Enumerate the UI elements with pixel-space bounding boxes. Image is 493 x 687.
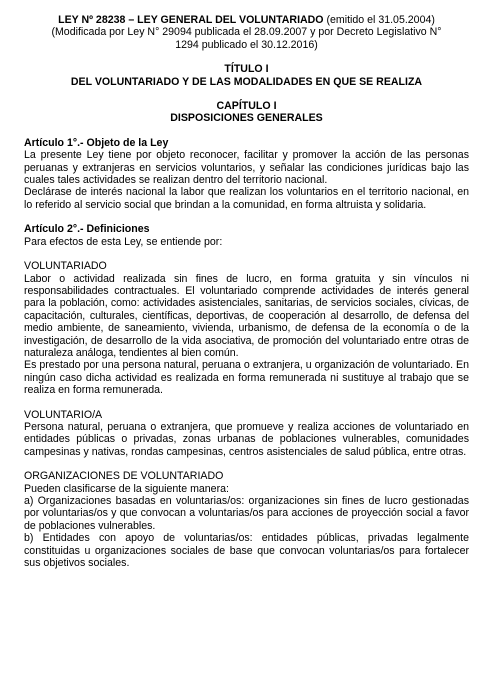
article-1 xyxy=(24,137,469,211)
organizaciones-item-b: b) Entidades con apoyo de voluntarias/os: entidades públicas, privadas legalmente constituidas u organizaciones sociales de base que convocan voluntarias/os para fortalecer sus objetivos sociales. xyxy=(24,532,469,570)
term-organizaciones: ORGANIZACIONES DE VOLUNTARIADO xyxy=(24,470,224,483)
term-voluntario: VOLUNTARIO/A xyxy=(24,408,103,421)
document-header xyxy=(24,14,469,51)
modification-note-2: 1294 publicado el 30.12.2016) xyxy=(175,38,318,51)
capitulo-name: DISPOSICIONES GENERALES xyxy=(170,112,323,125)
voluntariado-paragraph-1: Labor o actividad realizada sin fines de lucro, en forma gratuita y sin vínculos ni responsabilidades contractuales. El voluntariado comprende actividades de interés general para la población, como: actividades asistenciales, sanitarias, de servicios sociales, cívicas, de capacitación, culturales, científicas, deportivas, de cooperación al desarrollo, de defensa del medio ambiente, de saneamiento, vivienda, urbanismo, de defensa de la economía o de la investigación, de desarrollo de la vida asociativa, de promoción del voluntariado entre otras de naturaleza análoga, tendientes al bien común. xyxy=(24,272,469,359)
organizaciones-item-a: a) Organizaciones basadas en voluntarias/os: organizaciones sin fines de lucro gestionadas por voluntarias/os y que convocan a voluntarias/os para acciones de proyección social a favor de poblaciones vulnerables. xyxy=(24,495,469,532)
title-block xyxy=(24,63,469,88)
law-title-line xyxy=(24,14,469,26)
article-2 xyxy=(24,223,469,569)
titulo-label: TÍTULO I xyxy=(224,63,269,76)
chapter-block xyxy=(24,100,469,125)
voluntariado-paragraph-2: Es prestado por una persona natural, peruana o extranjera, u organización de voluntariado. En ningún caso dicha actividad es realizada en forma remunerada ni sustituye al trabajo que se realiza en forma remunerada. xyxy=(24,359,469,397)
law-title: LEY Nº 28238 – LEY GENERAL DEL VOLUNTARIADO xyxy=(58,14,324,26)
voluntario-paragraph: Persona natural, peruana o extranjera, que promueve y realiza acciones de voluntariado en entidades públicas o privadas, zonas urbanas de poblaciones vulnerables, comunidades campesinas y nativas, rondas campesinas, centros asistenciales de salud pública, entre otras. xyxy=(24,420,469,458)
article-1-heading: Artículo 1°.- Objeto de la Ley xyxy=(24,136,169,149)
article-1-paragraph-1: La presente Ley tiene por objeto reconocer, facilitar y promover la acción de las personas peruanas y extranjeras en servicios voluntarios, y señalar las condiciones jurídicas bajo las cuales tales actividades se realizan dentro del territorio nacional. xyxy=(24,149,469,187)
article-2-heading: Artículo 2°.- Definiciones xyxy=(24,223,150,236)
emission-date: (emitido el 31.05.2004) xyxy=(326,14,435,26)
article-2-intro: Para efectos de esta Ley, se entiende por: xyxy=(24,235,223,248)
capitulo-label: CAPÍTULO I xyxy=(216,100,277,113)
titulo-name: DEL VOLUNTARIADO Y DE LAS MODALIDADES EN QUE SE REALIZA xyxy=(70,75,423,88)
term-voluntariado: VOLUNTARIADO xyxy=(24,260,107,273)
organizaciones-intro: Pueden clasificarse de la siguiente manera: xyxy=(24,482,229,495)
modification-note-1: (Modificada por Ley N° 29094 publicada el 28.09.2007 y por Decreto Legislativo N° xyxy=(51,26,442,39)
article-1-paragraph-2: Declárase de interés nacional la labor que realizan los voluntarios en el territorio nacional, en lo referido al servicio social que brindan a la comunidad, en forma altruista y solidaria. xyxy=(24,186,469,211)
